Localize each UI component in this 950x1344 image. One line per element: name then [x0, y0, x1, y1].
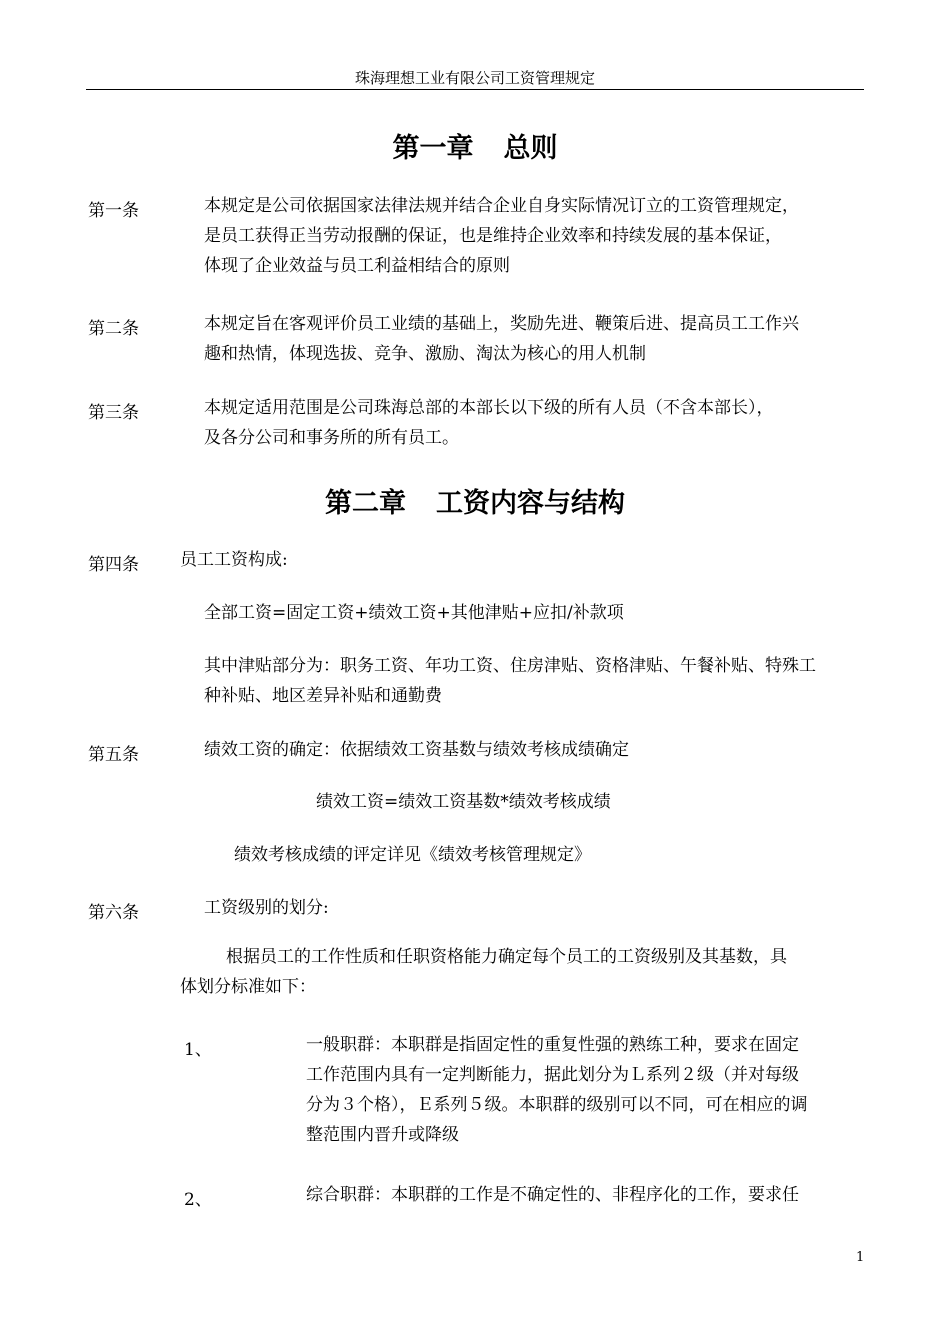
article-1-label: 第一条	[88, 201, 139, 221]
list-item-1-line: 整范围内晋升或降级	[306, 1125, 459, 1145]
article-3-line: 及各分公司和事务所的所有员工。	[204, 428, 459, 448]
article-3-line: 本规定适用范围是公司珠海总部的本部长以下级的所有人员（不含本部长），	[204, 398, 774, 418]
article-5-text: 绩效工资的确定：依据绩效工资基数与绩效考核成绩确定	[204, 740, 629, 760]
article-2-line: 趣和热情，体现选拔、竞争、激励、淘汰为核心的用人机制	[204, 344, 646, 364]
article-4-allowances	[204, 651, 872, 711]
list-item-1-line: 工作范围内具有一定判断能力，据此划分为Ｌ系列２级（并对每级	[306, 1065, 799, 1085]
article-6-intro	[180, 942, 870, 1002]
list-item-1-line: 一般职群：本职群是指固定性的重复性强的熟练工种，要求在固定	[306, 1035, 799, 1055]
header-divider	[86, 89, 864, 90]
article-5-formula: 绩效工资=绩效工资基数*绩效考核成绩	[316, 792, 611, 812]
article-4-allowance-line: 种补贴、地区差异补贴和通勤费	[204, 686, 442, 706]
list-item-1-line: 分为３个格），Ｅ系列５级。本职群的级别可以不同，可在相应的调	[306, 1095, 808, 1115]
article-4-allowance-line: 其中津贴部分为：职务工资、年功工资、住房津贴、资格津贴、午餐补贴、特殊工	[204, 656, 816, 676]
page-header-title: 珠海理想工业有限公司工资管理规定	[354, 69, 595, 87]
article-2-label: 第二条	[88, 319, 139, 339]
chapter-2-label: 第二章	[325, 488, 406, 519]
article-5-note: 绩效考核成绩的评定详见《绩效考核管理规定》	[234, 845, 591, 865]
article-1-line: 体现了企业效益与员工利益相结合的原则	[204, 256, 510, 276]
article-6-intro-line: 根据员工的工作性质和任职资格能力确定每个员工的工资级别及其基数，具	[226, 947, 787, 967]
chapter-1-label: 第一章	[392, 133, 474, 164]
article-3-label: 第三条	[88, 403, 139, 423]
list-item-2-body	[306, 1180, 872, 1210]
article-4-formula: 全部工资=固定工资+绩效工资+其他津贴+应扣/补款项	[204, 603, 624, 623]
article-6-intro-line: 体划分标准如下：	[180, 977, 316, 997]
article-1-line: 是员工获得正当劳动报酬的保证，也是维持企业效率和持续发展的基本保证，	[204, 226, 782, 246]
article-6-label: 第六条	[88, 903, 139, 923]
article-4-label: 第四条	[88, 555, 139, 575]
article-1-line: 本规定是公司依据国家法律法规并结合企业自身实际情况订立的工资管理规定，	[204, 196, 799, 216]
list-item-1-body	[306, 1030, 872, 1150]
list-item-2-line: 综合职群：本职群的工作是不确定性的、非程序化的工作，要求任	[306, 1185, 799, 1205]
chapter-2-heading	[86, 481, 864, 520]
chapter-2-title: 工资内容与结构	[436, 488, 625, 519]
article-2-line: 本规定旨在客观评价员工业绩的基础上，奖励先进、鞭策后进、提高员工工作兴	[204, 314, 799, 334]
article-5-label: 第五条	[88, 745, 139, 765]
article-1-body	[204, 191, 872, 281]
article-2-body	[204, 309, 872, 369]
list-item-1-number: 1、	[184, 1040, 212, 1060]
article-3-body	[204, 393, 872, 453]
list-item-2-number: 2、	[184, 1190, 212, 1210]
article-4-text: 员工工资构成:	[180, 550, 288, 570]
chapter-1-heading	[86, 126, 864, 165]
chapter-1-title: 总则	[503, 133, 558, 164]
page-number: 1	[856, 1250, 865, 1265]
article-6-text: 工资级别的划分:	[204, 898, 329, 918]
